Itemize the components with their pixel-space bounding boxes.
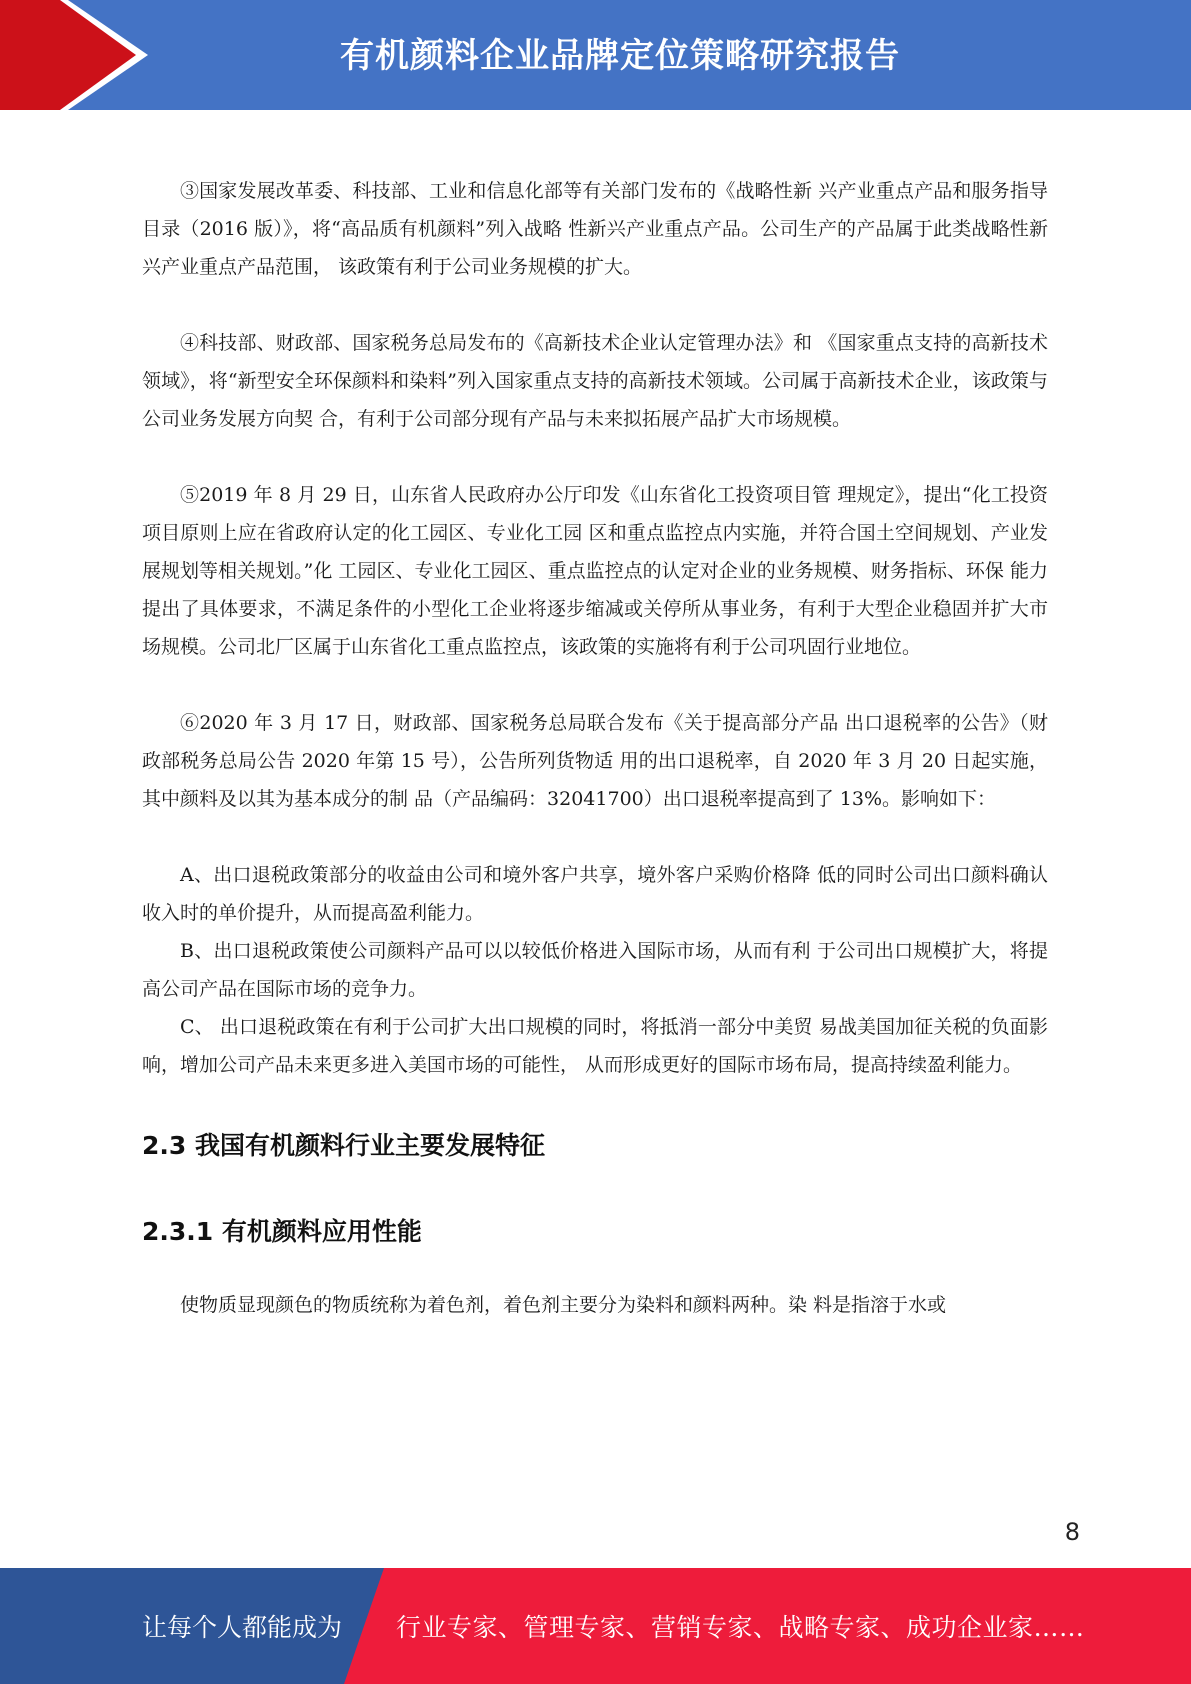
document-body bbox=[142, 172, 1048, 1324]
paragraph-4: ④科技部、财政部、国家税务总局发布的《高新技术企业认定管理办法》和 《国家重点支持的高新技术领域》，将“新型安全环保颜料和染料”列入国家重点支持的高新技术领域。公司属于高新技术企业，该政策与公司业务发展方向契 合，有利于公司部分现有产品与未来拟拓展产品扩大市场规模。 bbox=[142, 332, 1048, 430]
paragraph-c: C、 出口退税政策在有利于公司扩大出口规模的同时，将抵消一部分中美贸 易战美国加征关税的负面影响，增加公司产品未来更多进入美国市场的可能性， 从而形成更好的国际市场布局，提高持续盈利能力。 bbox=[142, 1016, 1048, 1076]
page-footer bbox=[0, 1568, 1191, 1684]
footer-slogan-left: 让每个人都能成为 bbox=[142, 1613, 343, 1642]
paragraph-b: B、出口退税政策使公司颜料产品可以以较低价格进入国际市场，从而有利 于公司出口规模扩大，将提高公司产品在国际市场的竞争力。 bbox=[142, 940, 1048, 1000]
paragraph-6: ⑥2020 年 3 月 17 日，财政部、国家税务总局联合发布《关于提高部分产品 出口退税率的公告》（财政部税务总局公告 2020 年第 15 号），公告所列货物适 用的出口退税率，自 2020 年 3 月 20 日起实施，其中颜料及以其为基本成分的制 品（产品编码：32041700）出口退税率提高到了 13%。影响如下： bbox=[142, 712, 1048, 810]
paragraph-a: A、出口退税政策部分的收益由公司和境外客户共享，境外客户采购价格降 低的同时公司出口颜料确认收入时的单价提升，从而提高盈利能力。 bbox=[142, 864, 1048, 924]
page-header bbox=[0, 0, 1191, 110]
paragraph-final: 使物质显现颜色的物质统称为着色剂，着色剂主要分为染料和颜料两种。染 料是指溶于水或 bbox=[180, 1294, 947, 1316]
footer-slogan-right: 行业专家、管理专家、营销专家、战略专家、成功企业家…… bbox=[396, 1613, 1085, 1642]
paragraph-3: ③国家发展改革委、科技部、工业和信息化部等有关部门发布的《战略性新 兴产业重点产品和服务指导目录（2016 版）》，将“高品质有机颜料”列入战略 性新兴产业重点产品。公司生产的产品属于此类战略性新兴产业重点产品范围， 该政策有利于公司业务规模的扩大。 bbox=[142, 180, 1048, 278]
header-title: 有机颜料企业品牌定位策略研究报告 bbox=[340, 35, 900, 76]
page-number: 8 bbox=[1064, 1518, 1080, 1546]
section-heading: 2.3 我国有机颜料行业主要发展特征 bbox=[142, 1131, 545, 1160]
paragraph-5: ⑤2019 年 8 月 29 日，山东省人民政府办公厅印发《山东省化工投资项目管 理规定》，提出“化工投资项目原则上应在省政府认定的化工园区、专业化工园 区和重点监控点内实施，并符合国土空间规划、产业发展规划等相关规划。”化 工园区、专业化工园区、重点监控点的认定对企业的业务规模、财务指标、环保 能力提出了具体要求，不满足条件的小型化工企业将逐步缩减或关停所从事业务，有利于大型企业稳固并扩大市场规模。公司北厂区属于山东省化工重点监控点，该政策的实施将有利于公司巩固行业地位。 bbox=[142, 484, 1048, 658]
subsection-heading: 2.3.1 有机颜料应用性能 bbox=[142, 1217, 422, 1246]
